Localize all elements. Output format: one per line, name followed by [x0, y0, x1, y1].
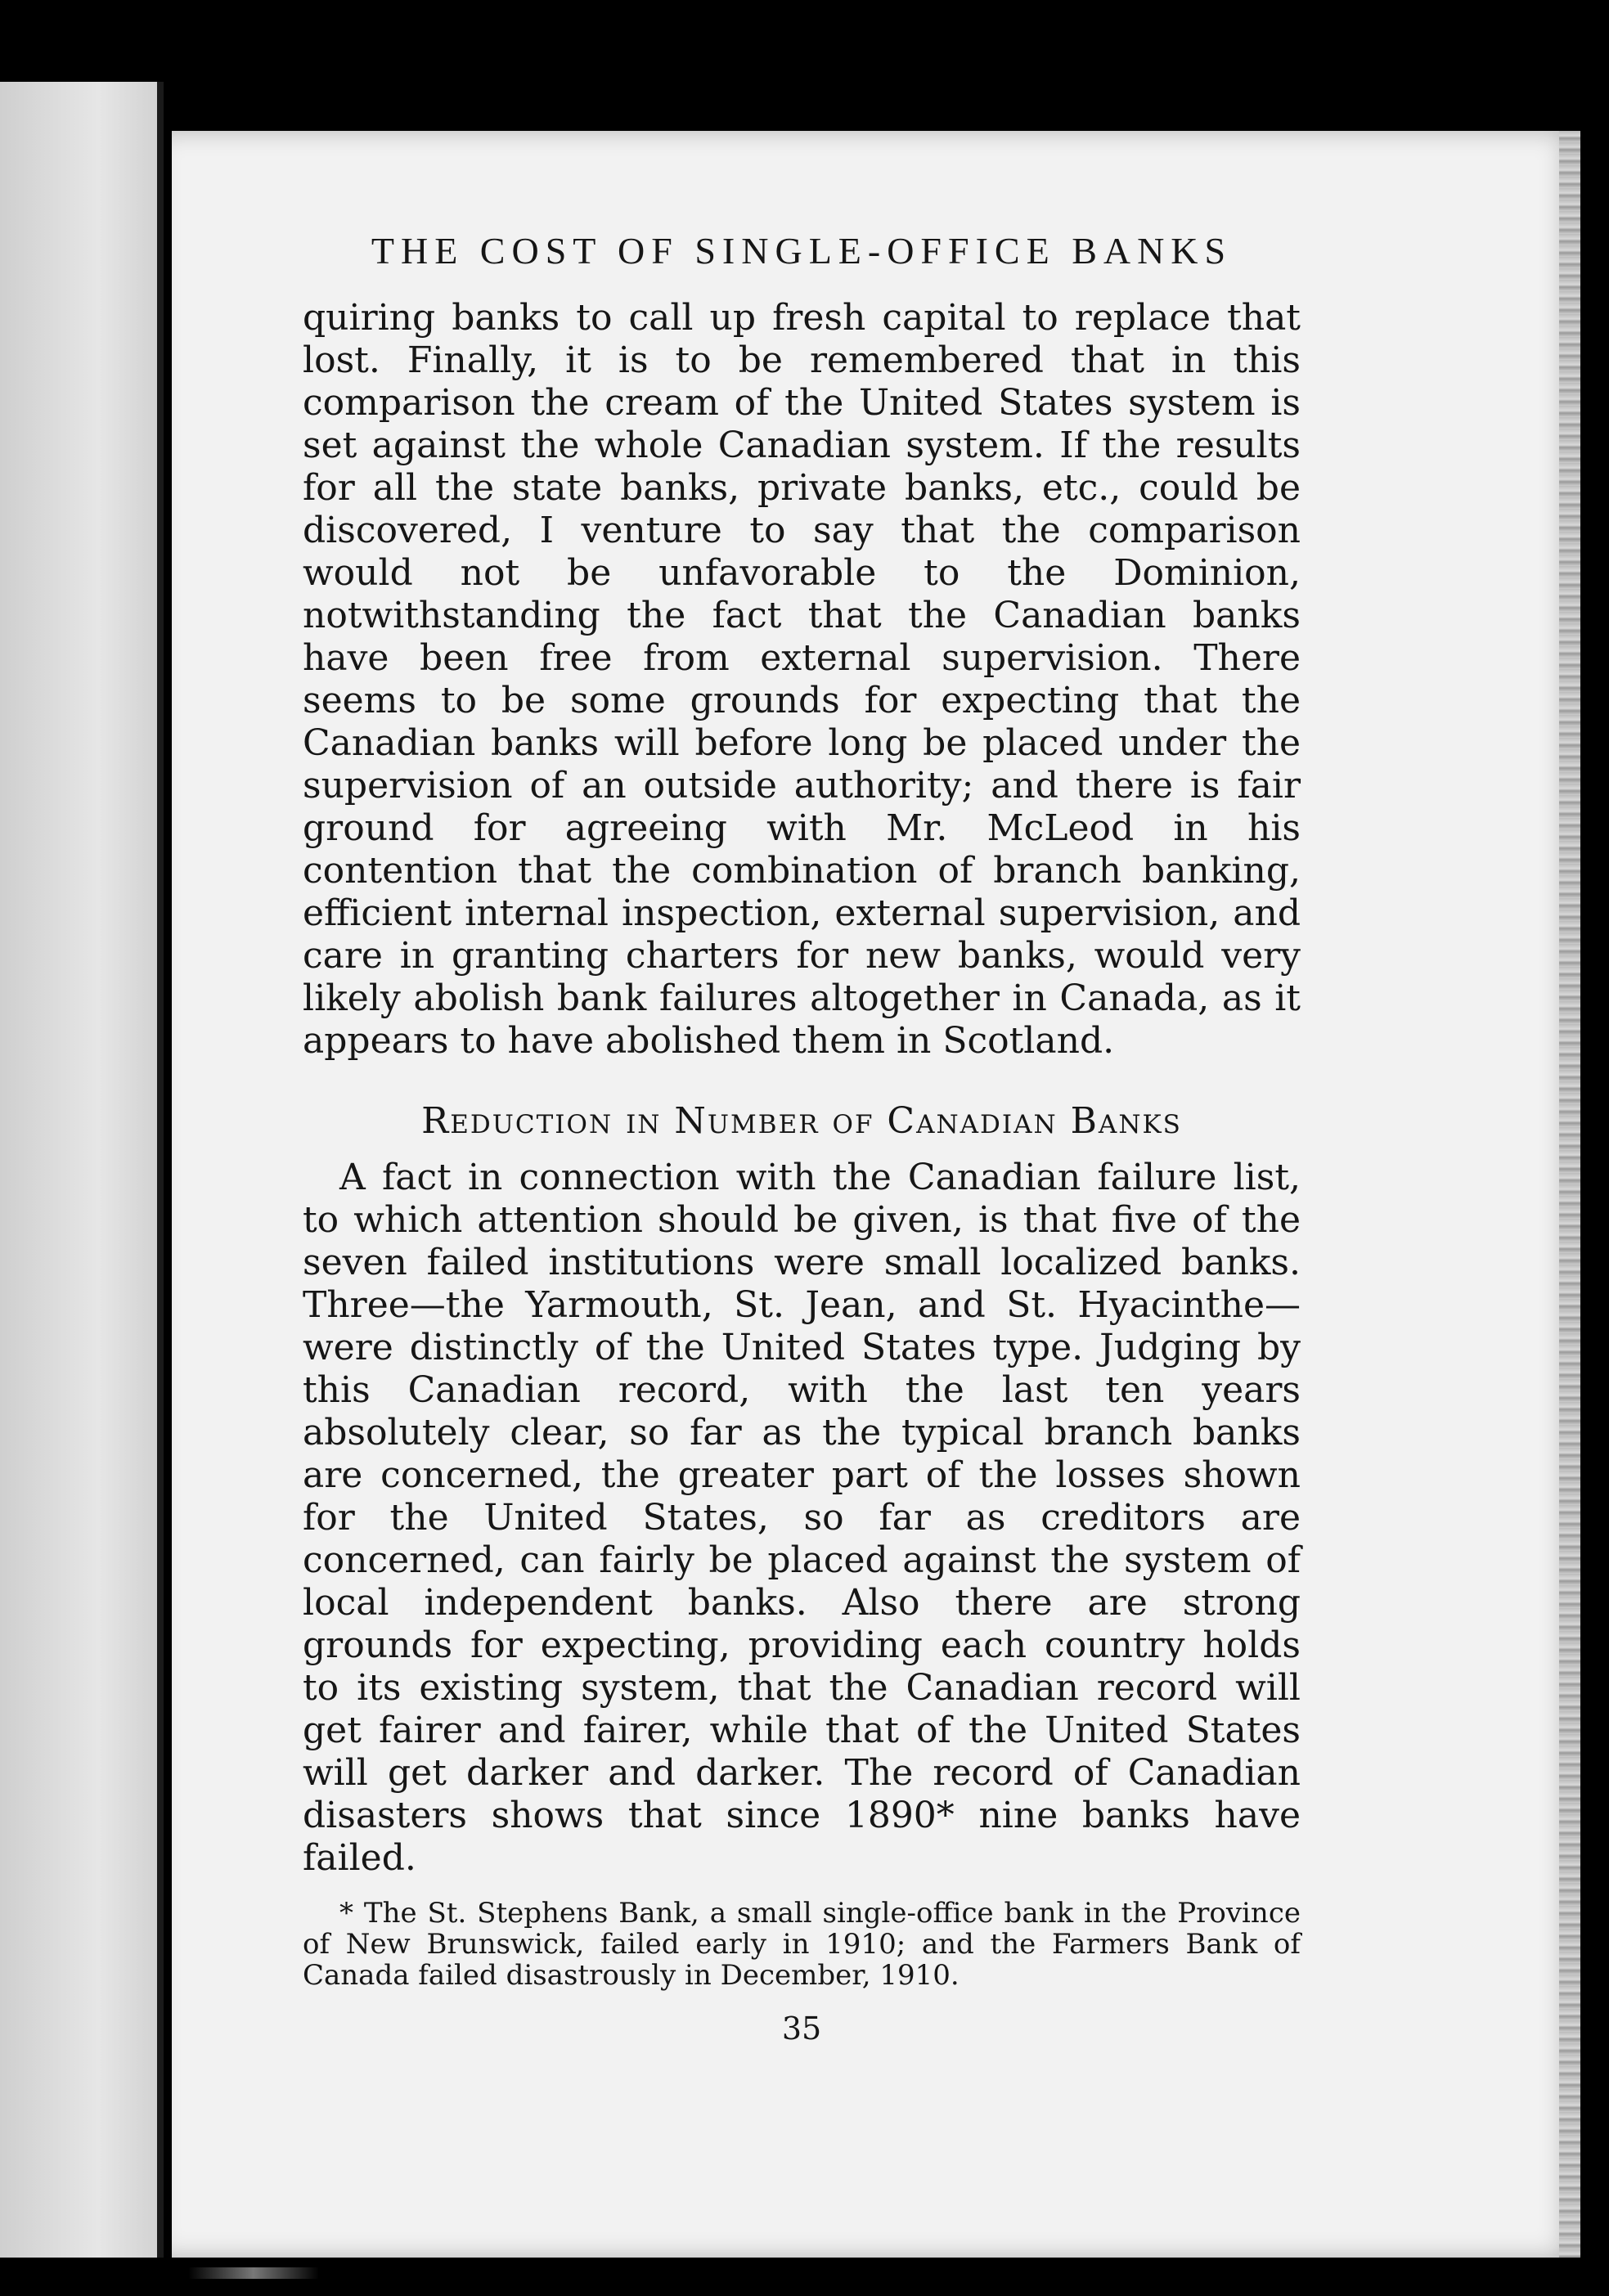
section-heading: Reduction in Number of Canadian Banks	[421, 1100, 1182, 1142]
paragraph-continued: quiring banks to call up fresh capital to replace that lost. Finally, it is to be remembered that in this comparison the cream of the United States system is set against the whole Canadian system. If the results for all the state banks, private banks, etc., could be discovered, I venture to say that the comparison would not be unfavorable to the Dominion, notwithstanding the fact that the Canadian banks have been free from external supervision. There seems to be some grounds for expecting that the Canadian banks will before long be placed under the supervision of an outside authority; and there is fair ground for agreeing with Mr. McLeod in his contention that the combination of branch banking, efficient internal inspection, external supervision, and care in granting charters for new banks, would very likely abolish bank failures altogether in Canada, as it appears to have abolished them in Scotland.	[303, 297, 1301, 1062]
paragraph-failures: A fact in connection with the Canadian failure list, to which attention should be given, is that five of the seven failed institutions were small localized banks. Three—the Yarmouth, St. Jean, and St. Hyacinthe—were distinctly of the United States type. Judging by this Canadian record, with the last ten years absolutely clear, so far as the typical branch banks are concerned, the greater part of the losses shown for the United States, so far as creditors are concerned, can fairly be placed against the system of local independent banks. Also there are strong grounds for expecting, providing each country holds to its existing system, that the Canadian record will get fairer and fairer, while that of the United States will get darker and darker. The record of Canadian disasters shows that since 1890* nine banks have failed.	[303, 1157, 1301, 1879]
running-head: THE COST OF SINGLE-OFFICE BANKS	[371, 230, 1233, 272]
book-page	[172, 131, 1580, 2258]
page-stack-edge	[1559, 131, 1580, 2258]
footnote: * The St. Stephens Bank, a small single-office bank in the Province of New Brunswick, failed early in 1910; and the Farmers Bank of Canada failed disastrously in December, 1910.	[303, 1897, 1301, 1992]
previous-page-edge	[0, 82, 164, 2258]
page-content	[303, 229, 1301, 2047]
page-number: 35	[781, 2011, 822, 2047]
scan-artifact	[188, 2267, 319, 2279]
